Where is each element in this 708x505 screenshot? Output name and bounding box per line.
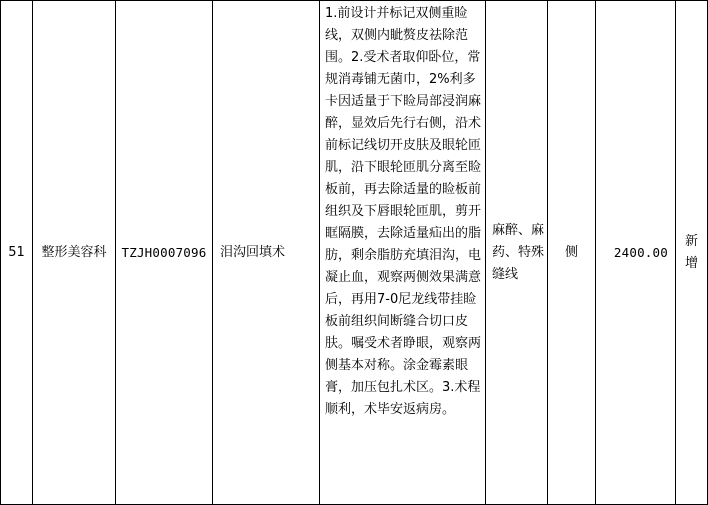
department-cell <box>33 1 115 504</box>
note-cell <box>676 1 707 504</box>
item-name: 泪沟回填术 <box>220 244 286 260</box>
price-cell <box>596 1 668 504</box>
note: 新增 <box>684 233 698 271</box>
row-index-cell <box>1 1 32 504</box>
excluded-cell <box>492 1 547 504</box>
department: 整形美容科 <box>41 244 107 260</box>
row-index: 51 <box>8 244 25 260</box>
excluded-items: 麻醉、麻药、特殊缝线 <box>492 222 545 282</box>
col-border <box>212 0 213 505</box>
unit-cell <box>548 1 595 504</box>
col-border <box>319 0 320 505</box>
price: 2400.00 <box>613 244 668 260</box>
unit: 侧 <box>564 244 578 260</box>
item-code: TZJH0007096 <box>121 244 207 260</box>
name-cell <box>220 1 319 504</box>
code-cell <box>116 1 212 504</box>
col-border <box>485 0 486 505</box>
item-description: 1.前设计并标记双侧重睑线，双侧内眦赘皮祛除范围。2.受术者取仰卧位，常规消毒铺无菌巾，2%利多卡因适量于下睑局部浸润麻醉，显效后先行右侧，沿术前标记线切开皮肤及眼轮匝肌，沿下眼轮匝肌分离至睑板前，再去除适量的睑板前组织及下唇眼轮匝肌，剪开眶隔膜，去除适量疝出的脂肪，剩余脂肪充填泪沟，电凝止血，观察两侧效果满意后，再用7-0尼龙线带挂睑板前组织间断缝合切口皮肤。嘱受术者睁眼，观察两侧基本对称。涂金霉素眼膏，加压包扎术区。3.术程顺利，术毕安返病房。 <box>325 6 482 417</box>
